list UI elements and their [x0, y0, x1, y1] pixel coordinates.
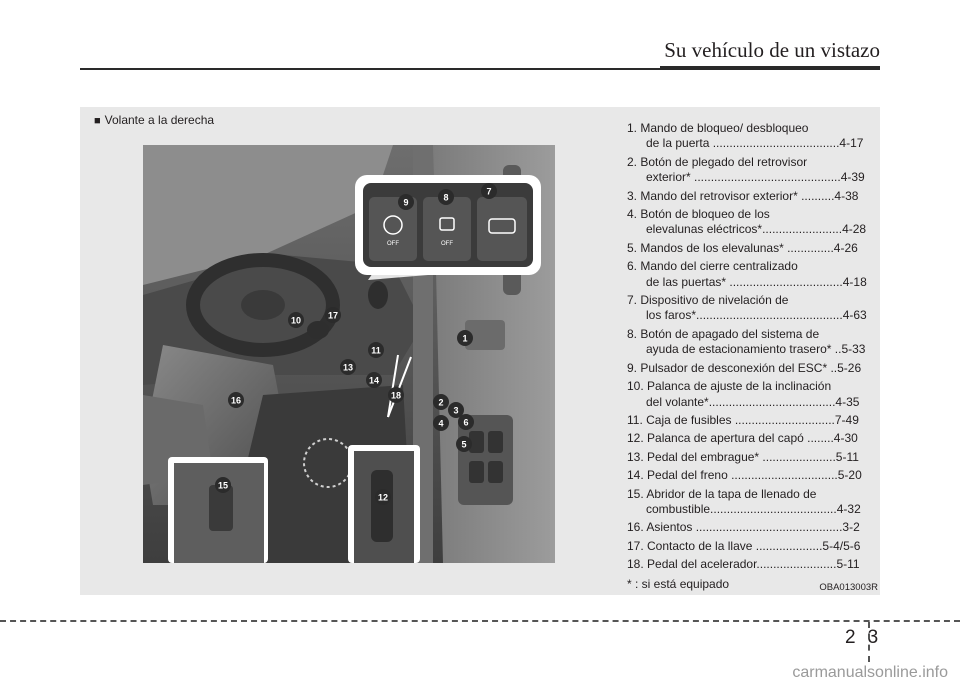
legend-item: 5. Mandos de los elevalunas* ..............4-26 — [627, 240, 858, 255]
section-label — [94, 113, 214, 127]
legend-item: 7. Dispositivo de nivelación de los faros*............................................4-63 — [627, 293, 867, 323]
callout-10 — [288, 312, 304, 328]
svg-text:12: 12 — [377, 492, 389, 503]
page-number-value: 3 — [867, 627, 879, 648]
footer-dashed-rule — [0, 620, 960, 622]
legend-item: 3. Mando del retrovisor exterior* ..........4-38 — [627, 188, 859, 203]
callout-9 — [398, 194, 414, 210]
callout-4 — [433, 415, 449, 431]
callout-15 — [215, 477, 231, 493]
callout-7 — [481, 183, 497, 199]
page-number — [845, 627, 878, 649]
callout-13 — [340, 359, 356, 375]
section-label-text: Volante a la derecha — [104, 113, 215, 127]
square-bullet-icon: ■ — [94, 115, 101, 127]
callout-11 — [368, 342, 384, 358]
legend-item: 14. Pedal del freno ................................5-20 — [627, 468, 862, 483]
legend-list — [627, 121, 887, 592]
legend-item: 9. Pulsador de desconexión del ESC* ..5-26 — [627, 360, 862, 375]
svg-text:10: 10 — [290, 315, 302, 326]
svg-text:18: 18 — [390, 390, 402, 401]
svg-text:17: 17 — [327, 310, 339, 321]
svg-text:4: 4 — [438, 418, 444, 429]
legend-item: 1. Mando de bloqueo/ desbloqueo de la puerta ......................................4-17 — [627, 121, 864, 151]
svg-text:9: 9 — [403, 197, 409, 208]
page-header-title: Su vehículo de un vistazo — [664, 38, 880, 62]
callout-17 — [325, 307, 341, 323]
svg-text:14: 14 — [368, 375, 380, 386]
watermark: carmanualsonline.info — [792, 664, 948, 681]
callout-16 — [228, 392, 244, 408]
legend-footnote: * : si está equipado — [627, 576, 730, 591]
svg-text:11: 11 — [371, 345, 381, 356]
esc-off-label: OFF — [387, 241, 399, 247]
svg-text:3: 3 — [453, 405, 459, 416]
legend-item: 13. Pedal del embrague* ......................5-11 — [627, 449, 859, 464]
legend-item: 11. Caja de fusibles ..............................7-49 — [627, 412, 859, 427]
callout-1 — [457, 330, 473, 346]
legend-item: 18. Pedal del acelerador........................5-11 — [627, 557, 860, 572]
callout-18 — [388, 387, 404, 403]
legend-item: 10. Palanca de ajuste de la inclinación del volante*......................................4-35 — [627, 379, 860, 409]
legend-item: 17. Contacto de la llave ....................5-4/5-6 — [627, 538, 861, 553]
svg-text:5: 5 — [461, 439, 467, 450]
park-off-label: OFF — [441, 241, 453, 247]
svg-text:6: 6 — [463, 417, 469, 428]
legend-item: 8. Botón de apagado del sistema de ayuda de estacionamiento trasero* ..5-33 — [627, 326, 866, 357]
image-code: OBA013003R — [819, 582, 878, 593]
legend-item: 4. Botón de bloqueo de los elevalunas eléctricos*........................4-28 — [627, 207, 867, 237]
callout-2 — [433, 394, 449, 410]
vehicle-interior-photo — [143, 145, 555, 563]
legend-item: 2. Botón de plegado del retrovisor exterior* ............................................4-39 — [627, 154, 865, 185]
fuel-opener-inset — [168, 457, 268, 563]
svg-text:7: 7 — [486, 186, 492, 197]
header-rule-accent — [660, 66, 880, 70]
callout-5 — [456, 436, 472, 452]
svg-text:15: 15 — [217, 480, 229, 491]
svg-text:8: 8 — [443, 192, 449, 203]
callout-6 — [458, 414, 474, 430]
legend-item: 16. Asientos ............................................3-2 — [627, 520, 860, 535]
legend-item: 12. Palanca de apertura del capó ........4-30 — [627, 431, 858, 446]
svg-text:2: 2 — [438, 397, 444, 408]
legend-item: 15. Abridor de la tapa de llenado de combustible......................................4-32 — [627, 486, 861, 516]
callout-14 — [366, 372, 382, 388]
svg-text:1: 1 — [462, 333, 468, 344]
callout-8 — [438, 189, 454, 205]
callout-12 — [375, 489, 391, 505]
legend-item: 6. Mando del cierre centralizado de las puertas* ..................................4-18 — [627, 259, 867, 289]
svg-text:13: 13 — [342, 362, 354, 373]
svg-text:16: 16 — [230, 395, 242, 406]
chapter-number: 2 — [845, 627, 856, 648]
